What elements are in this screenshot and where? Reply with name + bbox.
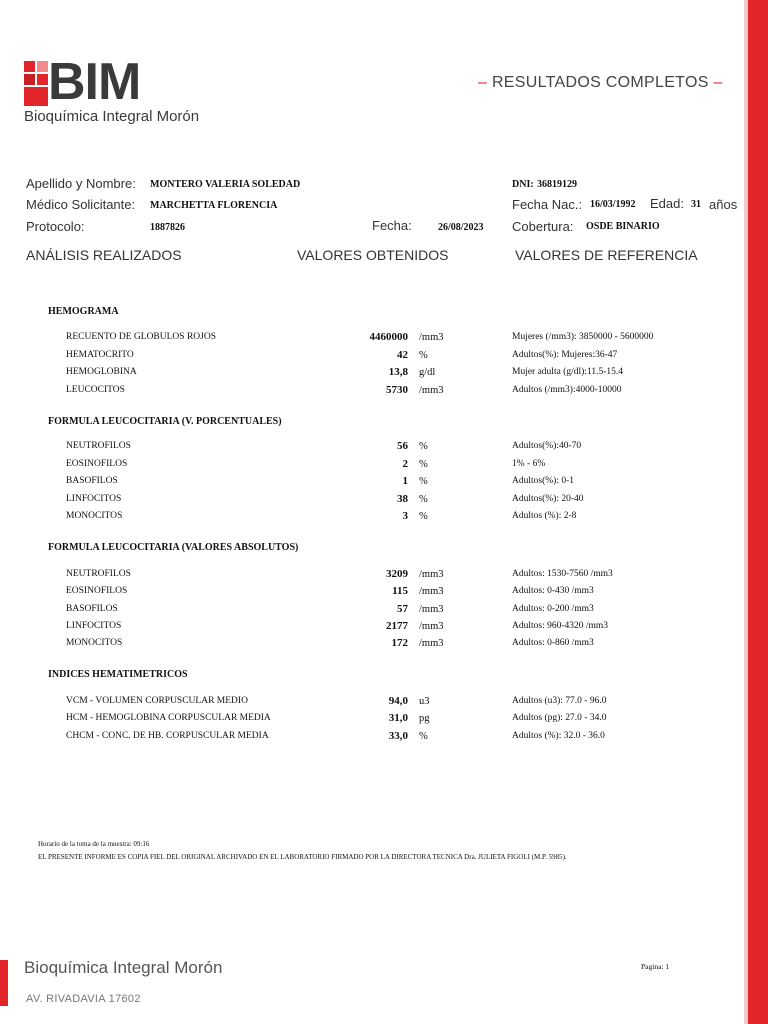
analysis-unit: %: [419, 494, 428, 505]
result-row: [0, 494, 748, 510]
birth-label: Fecha Nac.:: [512, 197, 583, 212]
reference-range: Adultos(%): 0-1: [512, 476, 575, 486]
result-row: [0, 476, 748, 492]
analysis-name: BASOFILOS: [66, 476, 118, 486]
coverage-value: OSDE BINARIO: [586, 221, 660, 232]
result-row: [0, 459, 748, 475]
dni-value: 36819129: [537, 179, 577, 190]
reference-range: Adultos: 0-860 /mm3: [512, 638, 594, 648]
age-unit: años: [709, 197, 738, 212]
reference-range: Adultos: 960-4320 /mm3: [512, 621, 609, 631]
analysis-value: 4460000: [369, 331, 408, 343]
result-row: [0, 621, 748, 637]
reference-range: Adultos: 1530-7560 /mm3: [512, 569, 613, 579]
reference-range: 1% - 6%: [512, 459, 546, 469]
footer-address: AV. RIVADAVIA 17602: [26, 993, 141, 1005]
analysis-unit: %: [419, 441, 428, 452]
age-value: 31: [691, 199, 701, 210]
doctor-label: Médico Solicitante:: [26, 197, 136, 212]
date-label: Fecha:: [372, 218, 412, 233]
analysis-name: MONOCITOS: [66, 638, 123, 648]
analysis-unit: /mm3: [419, 621, 444, 632]
result-row: [0, 367, 748, 383]
reference-range: Adultos (/mm3):4000-10000: [512, 385, 622, 395]
analysis-value: 57: [397, 603, 408, 615]
analysis-unit: %: [419, 731, 428, 742]
analysis-value: 33,0: [388, 730, 408, 742]
footer-lab-name: Bioquímica Integral Morón: [24, 958, 223, 977]
result-row: [0, 350, 748, 366]
sample-time-note: Horario de la toma de la muestra: 09:16: [38, 840, 150, 848]
result-row: [0, 696, 748, 712]
result-row: [0, 731, 748, 747]
analysis-unit: pg: [419, 713, 430, 724]
analysis-name: CHCM - CONC. DE HB. CORPUSCULAR MEDIA: [66, 731, 269, 741]
reference-range: Mujer adulta (g/dl):11.5-15.4: [512, 367, 623, 377]
reference-range: Adultos: 0-200 /mm3: [512, 604, 594, 614]
analysis-unit: /mm3: [419, 638, 444, 649]
analysis-unit: %: [419, 350, 428, 361]
dni-label: DNI:: [512, 179, 534, 190]
age-label: Edad:: [650, 196, 684, 211]
analysis-name: LEUCOCITOS: [66, 385, 125, 395]
reference-range: Mujeres (/mm3): 3850000 - 5600000: [512, 332, 654, 342]
disclaimer-note: EL PRESENTE INFORME ES COPIA FIEL DEL ORIGINAL ARCHIVADO EN EL LABORATORIO FIRMADO POR LA DIRECTORA TECNICA Dra. JULIETA FIGOLI (M.P. 5985).: [38, 853, 567, 861]
analysis-name: MONOCITOS: [66, 511, 123, 521]
logo-text: BIM: [48, 53, 141, 111]
section-title: HEMOGRAMA: [48, 306, 119, 317]
analysis-unit: %: [419, 511, 428, 522]
analysis-name: NEUTROFILOS: [66, 569, 131, 579]
footer-accent-bar: [0, 960, 8, 1006]
analysis-unit: /mm3: [419, 385, 444, 396]
reference-range: Adultos (pg): 27.0 - 34.0: [512, 713, 607, 723]
column-values: VALORES OBTENIDOS: [297, 247, 449, 263]
right-accent-bar: [748, 0, 768, 1024]
reference-range: Adultos(%):40-70: [512, 441, 582, 451]
reference-range: Adultos: 0-430 /mm3: [512, 586, 594, 596]
analysis-name: LINFOCITOS: [66, 494, 122, 504]
reference-range: Adultos (%): 2-8: [512, 511, 577, 521]
result-row: [0, 332, 748, 348]
analysis-value: 5730: [386, 384, 408, 396]
result-row: [0, 511, 748, 527]
patient-name: MONTERO VALERIA SOLEDAD: [150, 179, 301, 190]
reference-range: Adultos(%): 20-40: [512, 494, 584, 504]
name-label: Apellido y Nombre:: [26, 176, 136, 191]
analysis-name: VCM - VOLUMEN CORPUSCULAR MEDIO: [66, 696, 248, 706]
analysis-value: 2: [402, 458, 408, 470]
protocol-number: 1887826: [150, 222, 185, 233]
result-row: [0, 638, 748, 654]
page-number: Pagina: 1: [641, 962, 670, 971]
analysis-value: 2177: [386, 620, 408, 632]
analysis-unit: u3: [419, 696, 430, 707]
analysis-name: HCM - HEMOGLOBINA CORPUSCULAR MEDIA: [66, 713, 271, 723]
document-title: – RESULTADOS COMPLETOS –: [478, 74, 723, 91]
analysis-unit: g/dl: [419, 367, 436, 378]
analysis-name: BASOFILOS: [66, 604, 118, 614]
reference-range: Adultos (u3): 77.0 - 96.0: [512, 696, 607, 706]
section-title: INDICES HEMATIMETRICOS: [48, 669, 188, 680]
column-reference: VALORES DE REFERENCIA: [515, 247, 698, 263]
analysis-name: NEUTROFILOS: [66, 441, 131, 451]
analysis-name: EOSINOFILOS: [66, 459, 128, 469]
analysis-value: 56: [397, 440, 408, 452]
section-title: FORMULA LEUCOCITARIA (V. PORCENTUALES): [48, 416, 282, 427]
analysis-unit: /mm3: [419, 604, 444, 615]
coverage-label: Cobertura:: [512, 219, 574, 234]
result-row: [0, 586, 748, 602]
reference-range: Adultos(%): Mujeres:36-47: [512, 350, 618, 360]
logo-subtitle: Bioquímica Integral Morón: [24, 108, 200, 125]
doctor-name: MARCHETTA FLORENCIA: [150, 200, 278, 211]
date-value: 26/08/2023: [438, 222, 484, 233]
result-row: [0, 441, 748, 457]
protocol-label: Protocolo:: [26, 219, 85, 234]
analysis-value: 42: [397, 349, 408, 361]
analysis-unit: %: [419, 459, 428, 470]
reference-range: Adultos (%): 32.0 - 36.0: [512, 731, 605, 741]
analysis-value: 115: [392, 585, 408, 597]
analysis-value: 3209: [386, 568, 408, 580]
analysis-unit: /mm3: [419, 332, 444, 343]
result-row: [0, 569, 748, 585]
section-title: FORMULA LEUCOCITARIA (VALORES ABSOLUTOS): [48, 542, 299, 553]
analysis-name: LINFOCITOS: [66, 621, 122, 631]
analysis-value: 13,8: [388, 366, 408, 378]
analysis-value: 172: [391, 637, 408, 649]
result-row: [0, 385, 748, 401]
analysis-unit: /mm3: [419, 569, 444, 580]
analysis-name: HEMOGLOBINA: [66, 367, 137, 377]
analysis-value: 94,0: [388, 695, 408, 707]
analysis-unit: /mm3: [419, 586, 444, 597]
analysis-value: 3: [402, 510, 408, 522]
analysis-value: 38: [397, 493, 408, 505]
column-analysis: ANÁLISIS REALIZADOS: [26, 247, 182, 263]
result-row: [0, 713, 748, 729]
analysis-name: EOSINOFILOS: [66, 586, 128, 596]
analysis-name: HEMATOCRITO: [66, 350, 134, 360]
analysis-value: 31,0: [388, 712, 408, 724]
analysis-name: RECUENTO DE GLOBULOS ROJOS: [66, 332, 216, 342]
result-row: [0, 604, 748, 620]
birth-value: 16/03/1992: [590, 199, 636, 210]
analysis-value: 1: [402, 475, 408, 487]
analysis-unit: %: [419, 476, 428, 487]
